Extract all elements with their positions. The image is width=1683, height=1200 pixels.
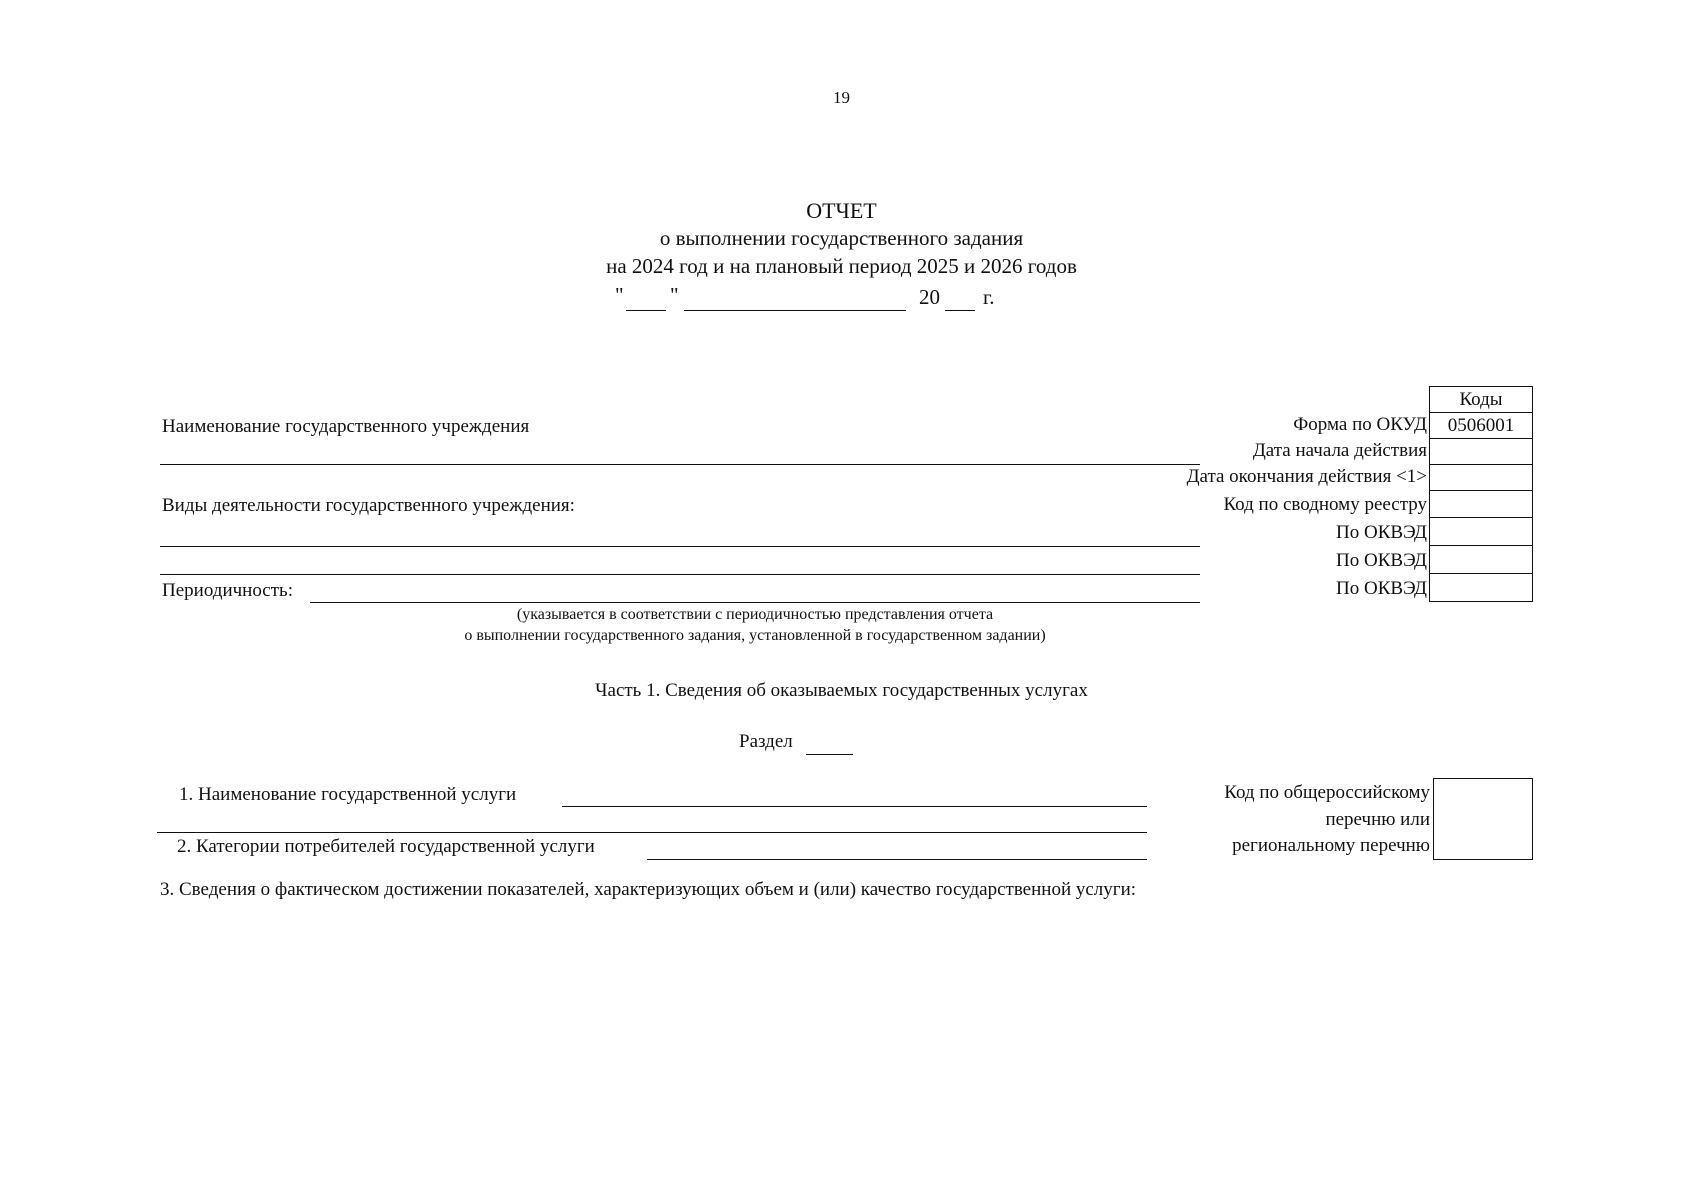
okved-cell-1[interactable] bbox=[1429, 517, 1533, 546]
list-code-box[interactable] bbox=[1433, 778, 1533, 860]
okved-label-3: По ОКВЭД bbox=[1336, 578, 1427, 599]
periodicity-label: Периодичность: bbox=[162, 580, 293, 601]
part1-title: Часть 1. Сведения об оказываемых государственных услугах bbox=[595, 680, 1088, 701]
institution-name-field[interactable] bbox=[160, 464, 1200, 465]
activities-label: Виды деятельности государственного учреждения: bbox=[162, 495, 575, 516]
periodicity-field[interactable] bbox=[310, 602, 1200, 603]
date-year-suffix: г. bbox=[983, 285, 995, 309]
report-subtitle-1: о выполнении государственного задания bbox=[659, 226, 1024, 250]
registry-code-cell[interactable] bbox=[1429, 490, 1533, 518]
page-number: 19 bbox=[833, 88, 850, 107]
end-date-cell[interactable] bbox=[1429, 464, 1533, 491]
okud-label: Форма по ОКУД bbox=[1293, 414, 1427, 435]
institution-name-label: Наименование государственного учреждения bbox=[162, 416, 530, 437]
registry-code-label: Код по сводному реестру bbox=[1223, 494, 1427, 515]
start-date-cell[interactable] bbox=[1429, 438, 1533, 465]
okved-label-2: По ОКВЭД bbox=[1336, 550, 1427, 571]
consumer-categories-field[interactable] bbox=[647, 859, 1147, 860]
okud-code-cell: 0506001 bbox=[1429, 412, 1533, 439]
start-date-label: Дата начала действия bbox=[1252, 440, 1427, 461]
list-code-label-2: перечню или bbox=[1325, 809, 1430, 830]
service-name-field-2[interactable] bbox=[157, 832, 1147, 833]
activities-field-1[interactable] bbox=[160, 546, 1200, 547]
date-year-field[interactable] bbox=[945, 310, 975, 311]
date-day-field[interactable] bbox=[626, 310, 666, 311]
date-year-prefix: 20 bbox=[919, 285, 940, 309]
indicators-label: 3. Сведения о фактическом достижении показателей, характеризующих объем и (или) качество государственной услуги: bbox=[160, 879, 1137, 900]
list-code-label-3: региональному перечню bbox=[1232, 835, 1430, 856]
service-name-field[interactable] bbox=[562, 806, 1147, 807]
report-title: ОТЧЕТ bbox=[806, 198, 877, 223]
periodicity-note-2: о выполнении государственного задания, установленной в государственном задании) bbox=[464, 627, 1046, 644]
end-date-label: Дата окончания действия <1> bbox=[1186, 466, 1427, 487]
section-number-field[interactable] bbox=[806, 754, 853, 755]
periodicity-note-1: (указывается в соответствии с периодичностью представления отчета bbox=[516, 606, 994, 623]
codes-header: Коды bbox=[1429, 386, 1533, 413]
report-subtitle-2: на 2024 год и на плановый период 2025 и 2026 годов bbox=[606, 254, 1077, 278]
activities-field-2[interactable] bbox=[160, 574, 1200, 575]
date-quote-close: " bbox=[670, 283, 679, 307]
date-month-field[interactable] bbox=[684, 310, 906, 311]
okved-label-1: По ОКВЭД bbox=[1336, 522, 1427, 543]
service-name-label: 1. Наименование государственной услуги bbox=[179, 784, 517, 805]
section-label: Раздел bbox=[739, 731, 793, 752]
okved-cell-3[interactable] bbox=[1429, 573, 1533, 602]
list-code-label-1: Код по общероссийскому bbox=[1224, 782, 1430, 803]
consumer-categories-label: 2. Категории потребителей государственной услуги bbox=[177, 836, 595, 857]
date-quote-open: " bbox=[615, 283, 624, 307]
okved-cell-2[interactable] bbox=[1429, 545, 1533, 574]
